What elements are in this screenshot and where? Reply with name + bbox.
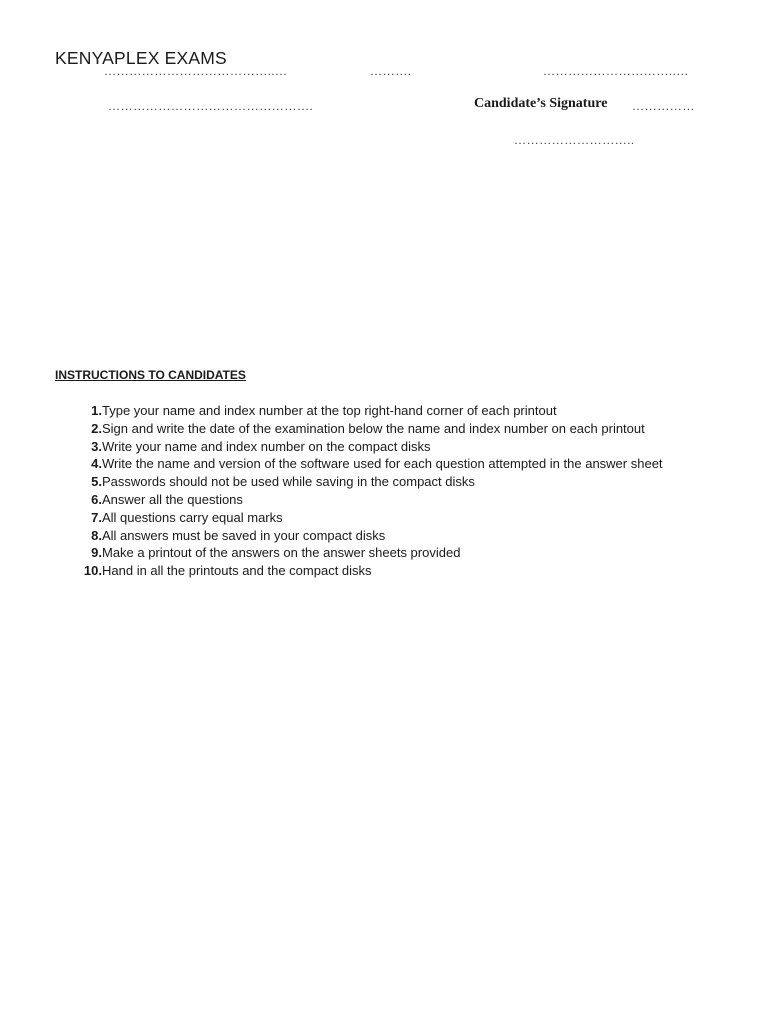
- item-number: 6.: [91, 491, 102, 507]
- item-number: 7.: [91, 509, 102, 525]
- instructions-list: [70, 402, 720, 580]
- item-number: 1.: [91, 403, 102, 418]
- item-text: Answer all the questions: [102, 491, 243, 507]
- signature-label: Candidate’s Signature: [474, 96, 608, 111]
- item-number: 8.: [91, 527, 102, 543]
- list-item: [70, 527, 720, 545]
- list-item: [70, 455, 720, 473]
- item-number: 9.: [91, 545, 102, 561]
- list-item: [70, 473, 720, 491]
- list-item: [70, 562, 720, 580]
- item-text: All answers must be saved in your compact disks: [102, 527, 386, 543]
- item-text: Write the name and version of the software used for each question attempted in the answer sheet: [102, 456, 663, 472]
- page-title: KENYAPLEX EXAMS: [55, 47, 227, 68]
- list-item: [70, 402, 720, 420]
- name-field-line: …………………………………..…: [104, 64, 288, 78]
- candidate-number-field-line: …………………………..…: [543, 64, 689, 78]
- item-number: 10.: [83, 563, 102, 579]
- item-text: Write your name and index number on the compact disks: [102, 438, 431, 454]
- list-item: [70, 420, 720, 438]
- signature-field-line: ……………: [632, 99, 695, 113]
- item-text: Passwords should not be used while saving in the compact disks: [102, 474, 475, 490]
- item-number: 4.: [91, 456, 102, 472]
- date-field-line: ………………………..: [514, 133, 635, 147]
- instructions-heading: INSTRUCTIONS TO CANDIDATES: [55, 368, 246, 382]
- list-item: [70, 509, 720, 527]
- item-text: Hand in all the printouts and the compact disks: [102, 563, 372, 579]
- list-item: [70, 438, 720, 456]
- list-item: [70, 544, 720, 562]
- item-number: 2.: [91, 420, 102, 436]
- item-text: All questions carry equal marks: [102, 509, 283, 525]
- item-text: Sign and write the date of the examination below the name and index number on each printout: [102, 420, 645, 436]
- school-field-line: ………………………………………….: [108, 99, 314, 113]
- item-text: Type your name and index number at the top right-hand corner of each printout: [102, 403, 557, 418]
- item-number: 3.: [91, 438, 102, 454]
- list-item: [70, 491, 720, 509]
- item-text: Make a printout of the answers on the answer sheets provided: [102, 545, 461, 561]
- index-field-line: ……….: [370, 64, 412, 78]
- item-number: 5.: [91, 474, 102, 490]
